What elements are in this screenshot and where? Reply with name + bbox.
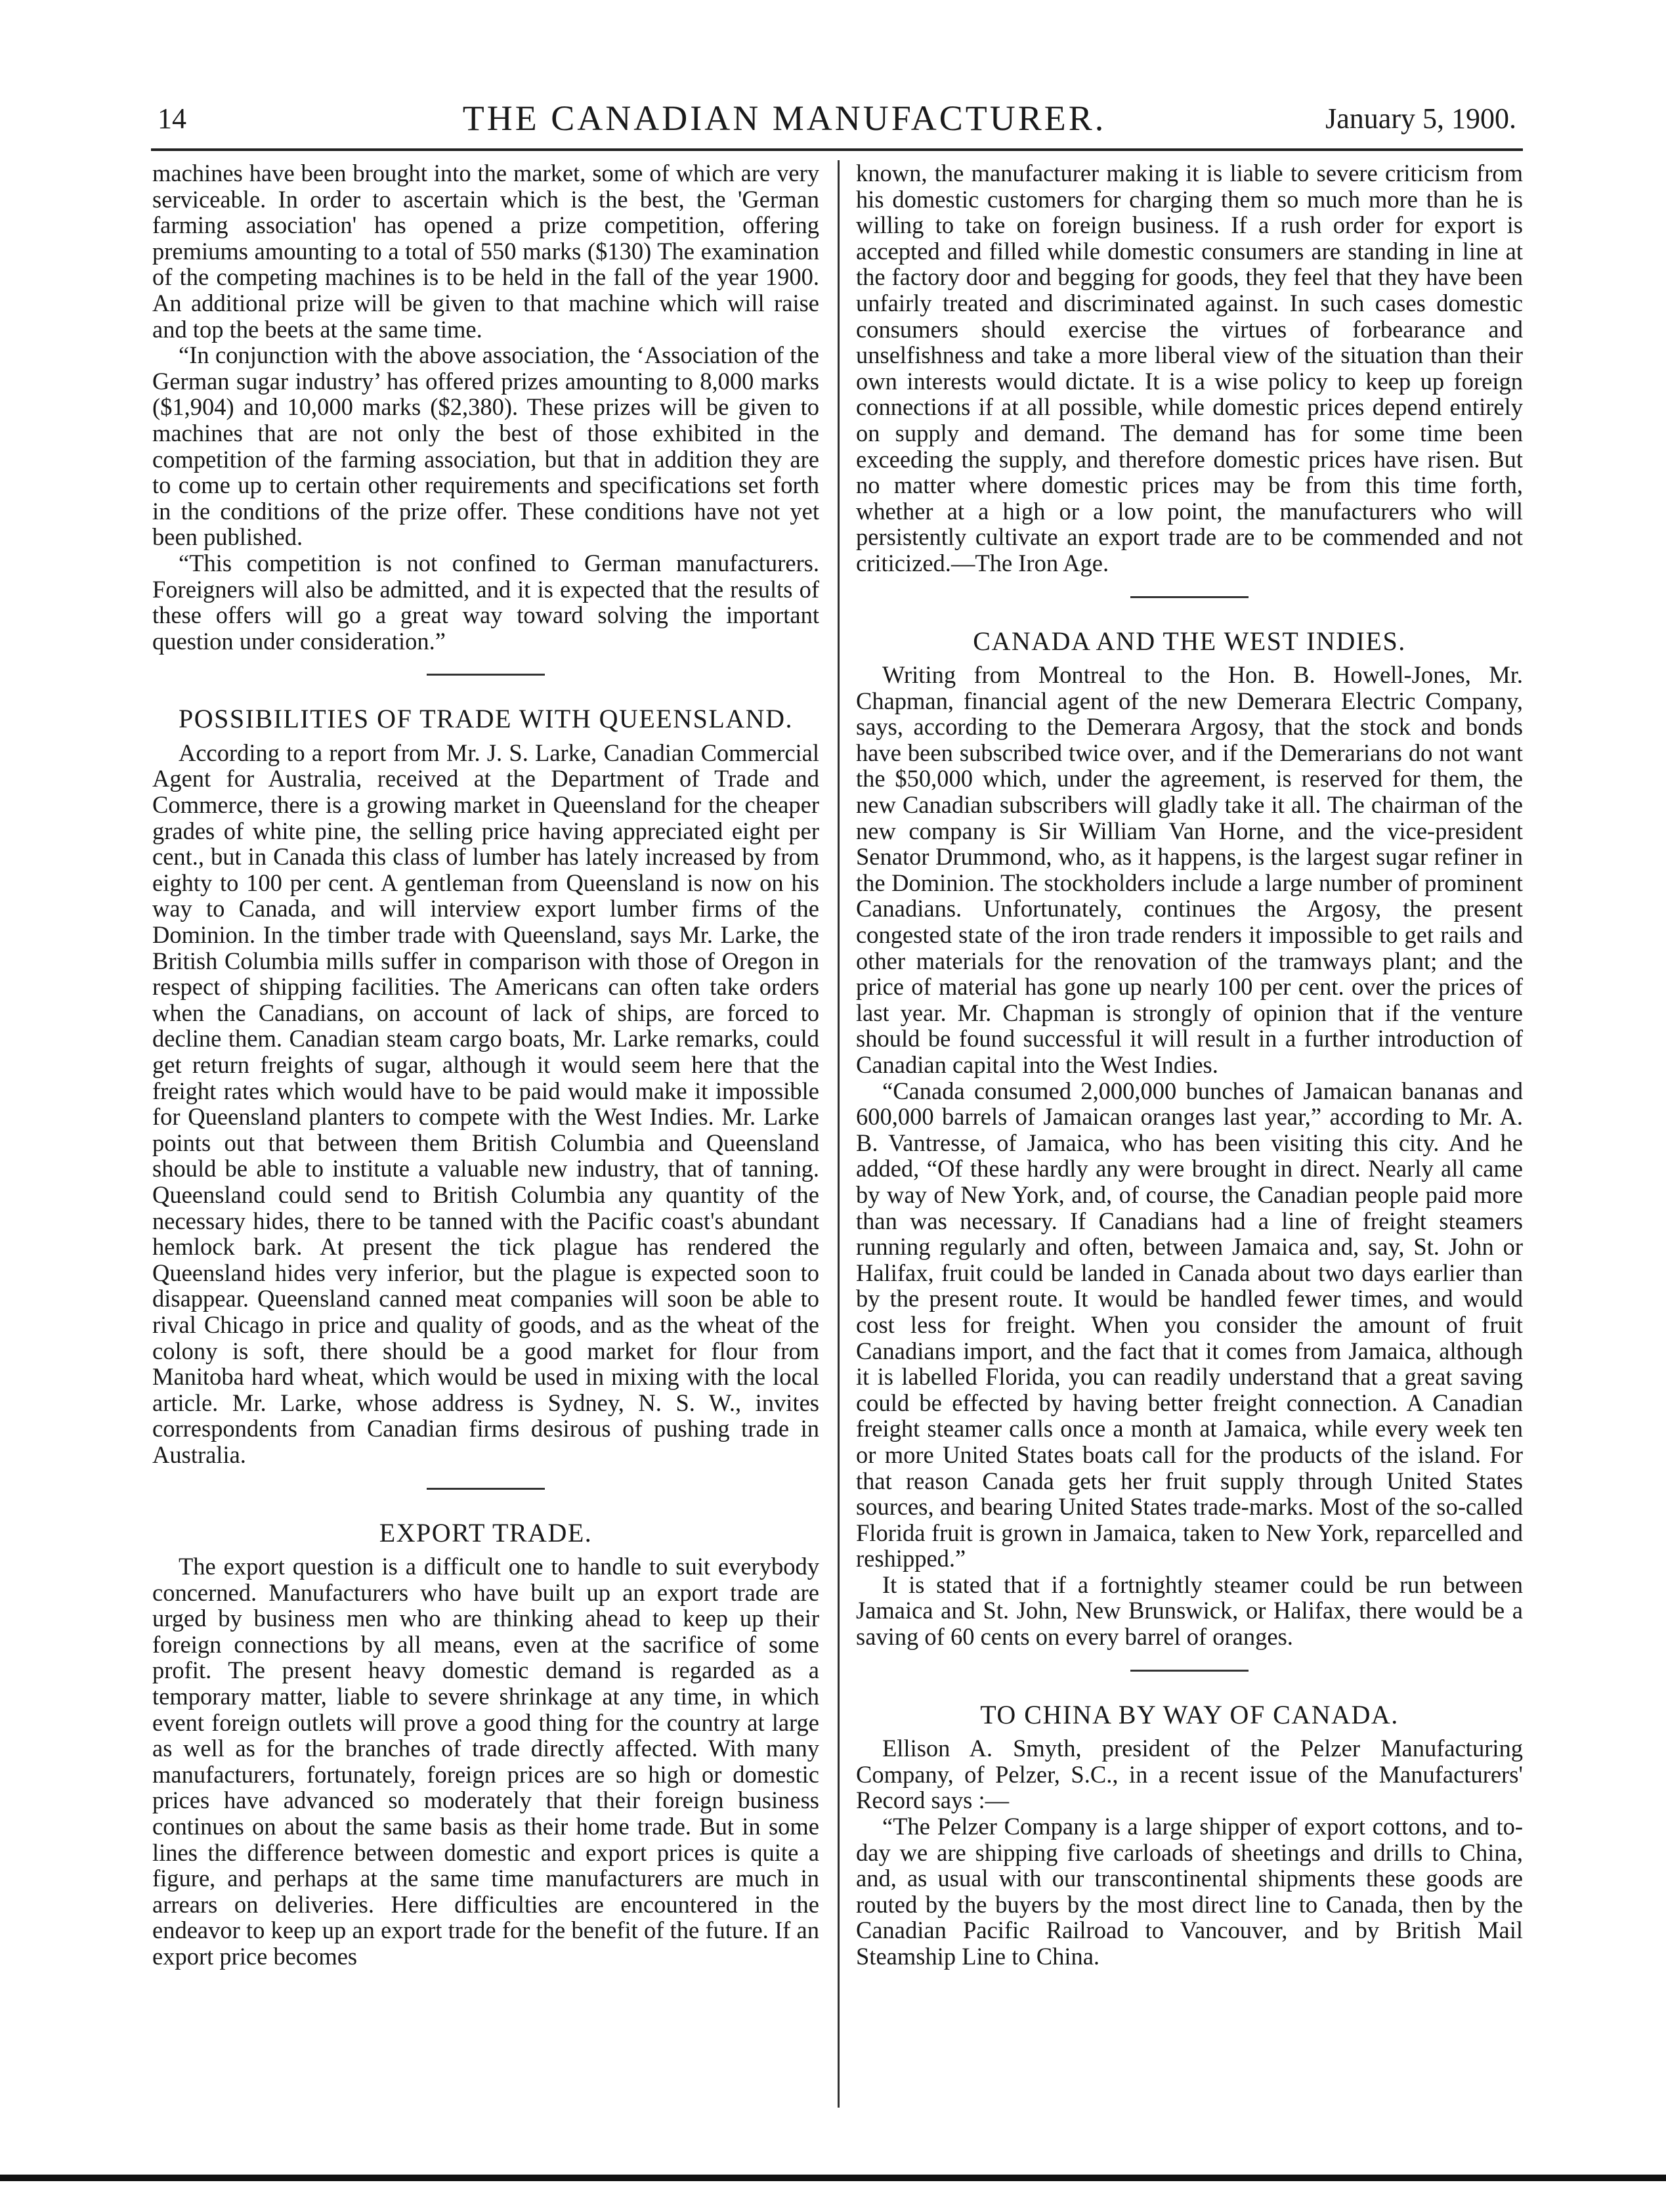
- article-paragraph: It is stated that if a fortnightly steamer could be run between Jamaica and St. John, New Brunswick, or Halifax, there would be a saving of 60 cents on every barrel of oranges.: [856, 1571, 1523, 1651]
- page-header: [158, 92, 1516, 144]
- page-bottom-edge: [0, 2175, 1666, 2181]
- article-paragraph: known, the manufacturer making it is liable to severe criticism from his domestic customers for charging them so much more than he is willing to take on foreign business. If a rush order for export is accepted and filled while domestic consumers are standing in line at the factory door and begging for goods, they feel that they have been unfairly treated and discriminated against. In such cases domestic consumers should exercise the virtues of forbearance and unselfishness and take a more liberal view of the situation than their own interests would dictate. It is a wise policy to keep up foreign connections if at all possible, while domestic prices depend entirely on supply and demand. The demand has for some time been exceeding the supply, and therefore domestic prices have risen. But no matter where domestic prices may be from this time forth, whether at a high or a low point, the manufacturers who will persistently cultivate an export trade are to be commended and not criticized.—The Iron Age.: [856, 160, 1523, 576]
- publication-title: THE CANADIAN MANUFACTURER.: [462, 98, 1107, 138]
- section-divider: [427, 674, 545, 676]
- section-divider: [1130, 596, 1249, 598]
- article-paragraph: “Canada consumed 2,000,000 bunches of Jamaican bananas and 600,000 barrels of Jamaican oranges last year,” according to Mr. A. B. Vantresse, of Jamaica, who has been visiting this city. And he added, “Of these hardly any were brought in direct. Nearly all came by way of New York, and, of course, the Canadian people paid more than was necessary. If Canadians had a line of freight steamers running regularly and often, between Jamaica and, say, St. John or Halifax, fruit could be landed in Canada about two days earlier than by the present route. It would be handled fewer times, and would cost less for freight. When you consider the amount of fruit Canadians import, and the fact that it comes from Jamaica, although it is labelled Florida, you can readily understand that a great saving could be effected by having better freight connection. A Canadian freight steamer calls once a month at Jamaica, while every week ten or more United States boats call for the products of the island. For that reason Canada gets her fruit supply through United States sources, and bearing United States trade-marks. Most of the so-called Florida fruit is grown in Jamaica, taken to New York, reparcelled and reshipped.”: [856, 1077, 1523, 1572]
- left-column: [152, 160, 819, 1970]
- article-paragraph: “This competition is not confined to German manufacturers. Foreigners will also be admitted, and it is expected that the results of these offers will go a great way toward solving the important question under consideration.”: [152, 549, 819, 655]
- article-heading-west-indies: CANADA AND THE WEST INDIES.: [973, 626, 1406, 656]
- page-number: 14: [158, 102, 186, 135]
- article-paragraph: Ellison A. Smyth, president of the Pelzer Manufacturing Company, of Pelzer, S.C., in a recent issue of the Manufacturers' Record says :—: [856, 1735, 1523, 1814]
- article-paragraph: Writing from Montreal to the Hon. B. Howell-Jones, Mr. Chapman, financial agent of the new Demerara Electric Company, says, according to the Demerara Argosy, that the stock and bonds have been subscribed twice over, and if the Demerarians do not want the $50,000 which, under the agreement, is reserved for them, the new Canadian subscribers will gladly take it all. The chairman of the new company is Sir William Van Horne, and the vice-president Senator Drummond, who, as it happens, is the largest sugar refiner in the Dominion. The stockholders include a large number of prominent Canadians. Unfortunately, continues the Argosy, the present congested state of the iron trade renders it impossible to get rails and other materials for the renovation of the tramways plant; and the price of material has gone up nearly 100 per cent. over the prices of last year. Mr. Chapman is strongly of opinion that if the venture should be found successful it will result in a further introduction of Canadian capital into the West Indies.: [856, 661, 1523, 1078]
- column-rule: [838, 160, 840, 2108]
- article-paragraph: The export question is a difficult one to handle to suit everybody concerned. Manufacturers who have built up an export trade are urged by business men who are thinking ahead to keep up their foreign connections by all means, even at the sacrifice of some profit. The present heavy domestic demand is regarded as a temporary matter, liable to severe shrinkage at any time, in which event foreign outlets will prove a good thing for the country at large as well as for the branches of trade directly affected. With many manufacturers, fortunately, foreign prices are so high or domestic prices have advanced so moderately that their foreign business continues on about the same basis as their home trade. But in some lines the difference between domestic and export prices is quite a figure, and perhaps at the same time manufacturers are much in arrears on deliveries. Here difficulties are encountered in the endeavor to keep up an export trade for the benefit of the future. If an export price becomes: [152, 1553, 819, 1970]
- section-divider: [1130, 1670, 1249, 1672]
- article-paragraph: According to a report from Mr. J. S. Larke, Canadian Commercial Agent for Australia, received at the Department of Trade and Commerce, there is a growing market in Queensland for the cheaper grades of white pine, the selling price having appreciated eight per cent., but in Canada this class of lumber has lately increased by from eighty to 100 per cent. A gentleman from Queensland is now on his way to Canada, and will interview export lumber firms of the Dominion. In the timber trade with Queensland, says Mr. Larke, the British Columbia mills suffer in comparison with those of Oregon in respect of shipping facilities. The Americans can often take orders when the Canadians, on account of lack of ships, are forced to decline them. Canadian steam cargo boats, Mr. Larke remarks, could get return freights of sugar, although it would seem here that the freight rates which would have to be paid would make it impossible for Queensland planters to compete with the West Indies. Mr. Larke points out that between them British Columbia and Queensland should be able to institute a valuable new industry, that of tanning. Queensland could send to British Columbia any quantity of the necessary hides, there to be tanned with the Pacific coast's abundant hemlock bark. At present the tick plague has rendered the Queensland hides very inferior, but the plague is expected soon to disappear. Queensland canned meat companies will soon be able to rival Chicago in price and quality of goods, and as the wheat of the colony is soft, there should be a good market for flour from Manitoba hard wheat, which would be used in mixing with the local article. Mr. Larke, whose address is Sydney, N. S. W., invites correspondents from Canadian firms desirous of pushing trade in Australia.: [152, 739, 819, 1468]
- article-heading-china: TO CHINA BY WAY OF CANADA.: [980, 1699, 1399, 1729]
- article-paragraph: “The Pelzer Company is a large shipper of export cottons, and to-day we are shipping five carloads of sheetings and drills to China, and, as usual with our transcontinental shipments these goods are routed by the buyers by the most direct line to Canada, then by the Canadian Pacific Railroad to Vancouver, and by British Mail Steamship Line to China.: [856, 1813, 1523, 1970]
- article-heading-queensland: POSSIBILITIES OF TRADE WITH QUEENSLAND.: [179, 704, 793, 734]
- header-rule: [151, 148, 1523, 151]
- article-paragraph: “In conjunction with the above association, the ‘Association of the German sugar industry’ has offered prizes amounting to 8,000 marks ($1,904) and 10,000 marks ($2,380). These prizes will be given to machines that are not only the best of those exhibited in the competition of the farming association, but that in addition they are to come up to certain other requirements and specifications set forth in the conditions of the prize offer. These conditions have not yet been published.: [152, 341, 819, 551]
- right-column: [856, 160, 1523, 1970]
- section-divider: [427, 1488, 545, 1490]
- article-paragraph: machines have been brought into the market, some of which are very serviceable. In order to ascertain which is the best, the 'German farming association' has opened a prize competition, offering premiums amounting to a total of 550 marks ($130) The examination of the competing machines is to be held in the fall of the year 1900. An additional prize will be given to that machine which will raise and top the beets at the same time.: [152, 160, 819, 343]
- issue-date: January 5, 1900.: [1325, 102, 1516, 135]
- article-heading-export: EXPORT TRADE.: [379, 1517, 593, 1548]
